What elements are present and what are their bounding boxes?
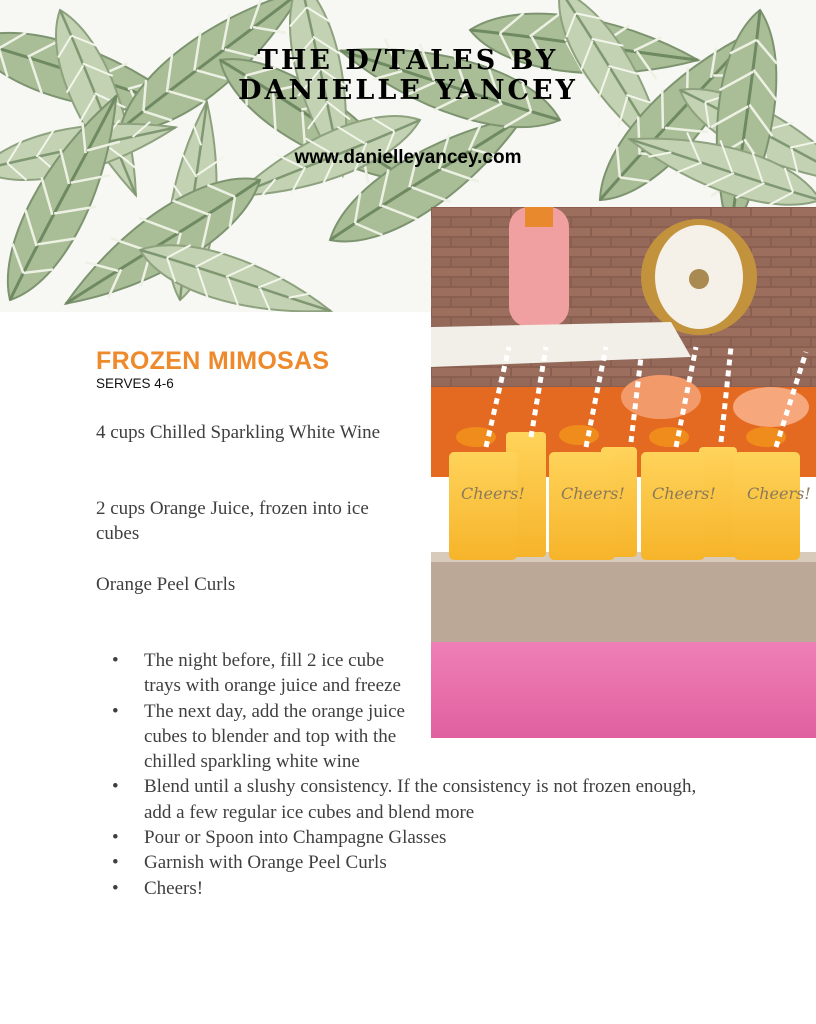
glass-text: Cheers!	[652, 484, 716, 503]
ingredient-item: Orange Peel Curls	[96, 574, 236, 595]
ingredient-item: 2 cups Orange Juice, frozen into ice cubes	[96, 498, 369, 544]
instruction-step: • The next day, add the orange juice cubes to blender and top with the chilled sparkling white wine	[144, 699, 414, 775]
instruction-step: • Blend until a slushy consistency. If the consistency is not frozen enough, add a few regular ice cubes and blend more	[144, 774, 704, 825]
website-link[interactable]: www.danielleyancey.com	[294, 147, 522, 168]
glass-text: Cheers!	[561, 484, 625, 503]
brand-line-1: THE D/TALES BY	[257, 45, 559, 76]
instruction-list	[144, 648, 704, 901]
brand-line-2: DANIELLE YANCEY	[238, 75, 578, 106]
instruction-step: • Cheers!	[144, 876, 704, 901]
ingredient-item: 4 cups Chilled Sparkling White Wine	[96, 422, 381, 443]
recipe-serves: SERVES 4-6	[96, 376, 174, 391]
glass-text: Cheers!	[461, 484, 525, 503]
instruction-step: • The night before, fill 2 ice cube trays with orange juice and freeze	[144, 648, 414, 699]
recipe-title: FROZEN MIMOSAS	[96, 347, 330, 375]
instruction-step: • Garnish with Orange Peel Curls	[144, 850, 704, 875]
brand-name	[0, 46, 816, 106]
glass-text: Cheers!	[747, 484, 811, 503]
instruction-step: • Pour or Spoon into Champagne Glasses	[144, 825, 704, 850]
